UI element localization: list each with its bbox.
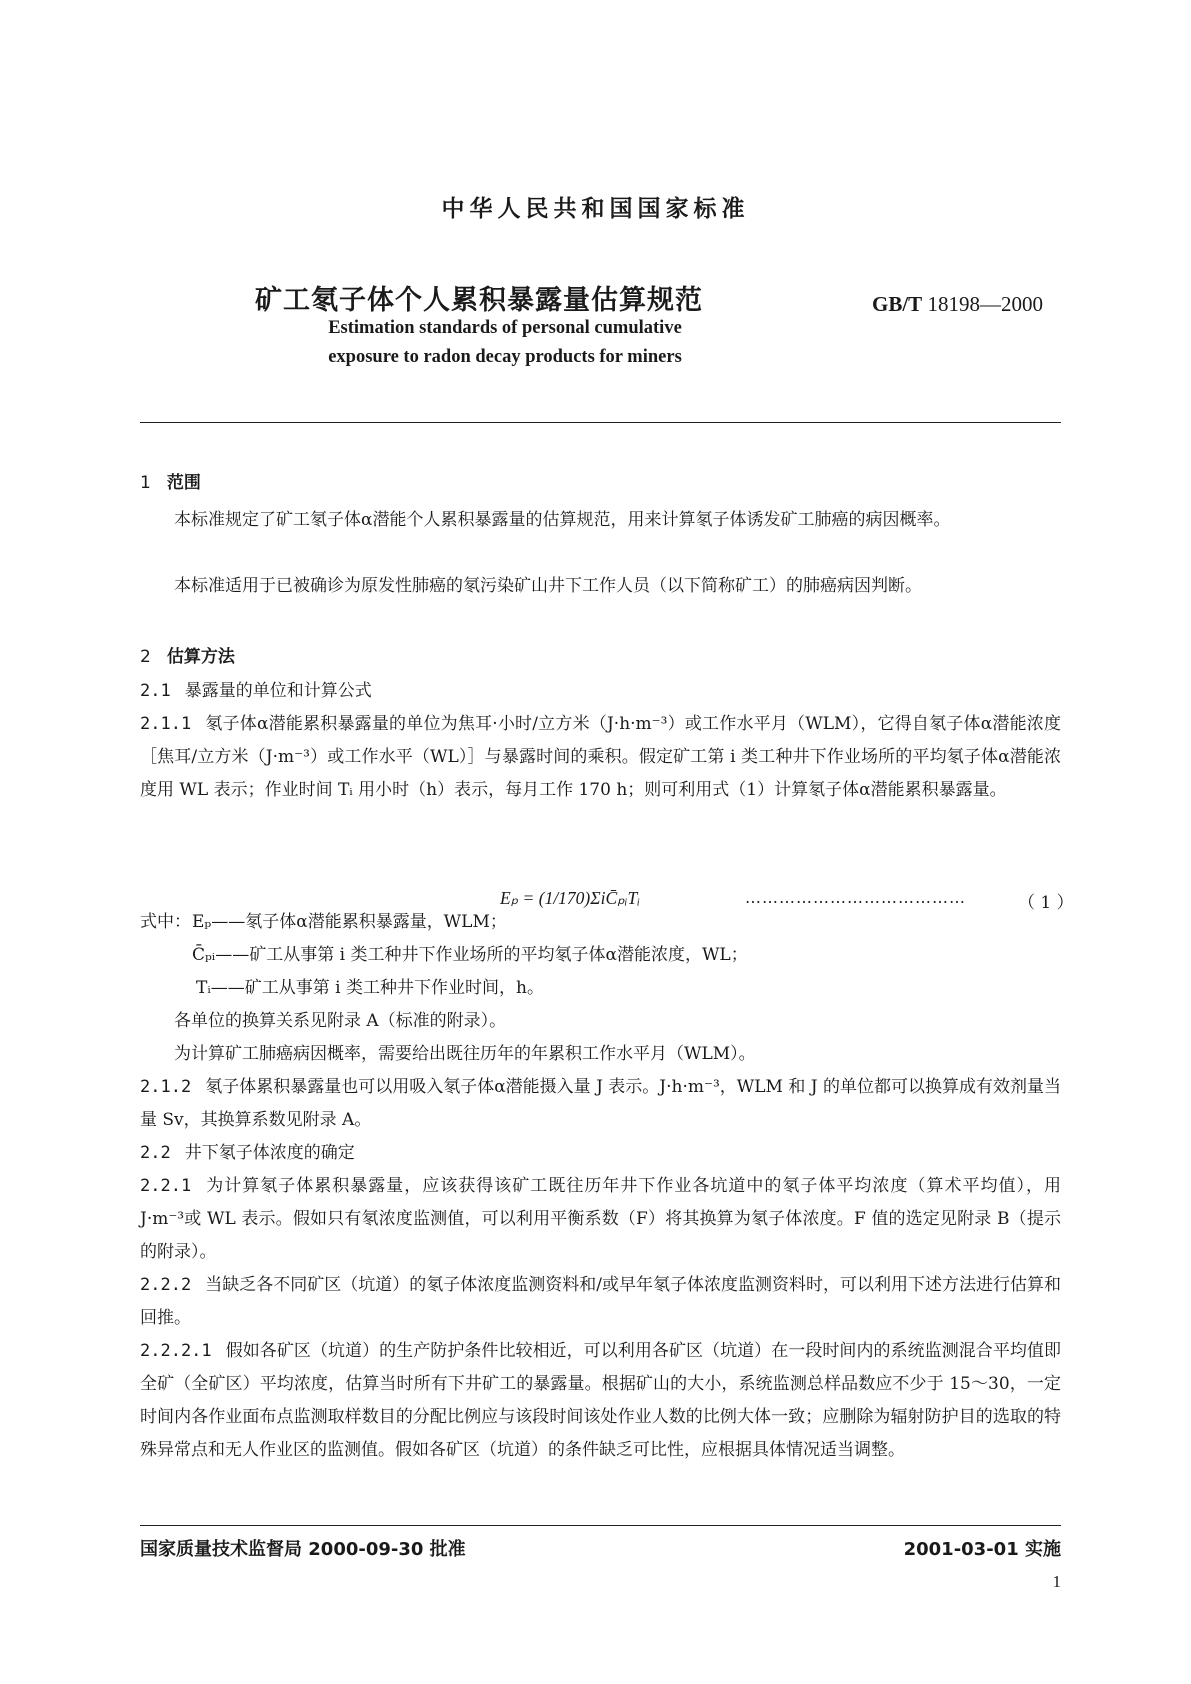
subsection-2-1-title: 暴露量的单位和计算公式 xyxy=(184,681,372,701)
section-1-paragraph-2: 本标准适用于已被确诊为原发性肺癌的氡污染矿山井下工作人员（以下简称矿工）的肺癌病因判断。 xyxy=(174,576,922,596)
where-label: 式中： xyxy=(140,912,191,932)
subsection-2-2-title: 井下氡子体浓度的确定 xyxy=(184,1143,355,1163)
document-title-en-line2: exposure to radon decay products for miners xyxy=(328,347,682,367)
clause-2-1-2-text: 氡子体累积暴露量也可以用吸入氡子体α潜能摄入量 J 表示。J·h·m⁻³，WLM 和 J 的单位都可以换算成有效剂量当量 Sv，其换算系数见附录 A。 xyxy=(140,1077,1061,1130)
formula-number: （ 1 ） xyxy=(1018,893,1074,913)
approval-date: 国家质量技术监督局 2000-09-30 批准 xyxy=(140,1539,466,1560)
where-item-ep: Eₚ——氡子体α潜能累积暴露量，WLM； xyxy=(192,912,507,932)
standard-code-prefix: GB/T xyxy=(872,292,923,316)
document-title-en-line1: Estimation standards of personal cumulative xyxy=(328,318,682,338)
section-1-paragraph-1: 本标准规定了矿工氡子体α潜能个人累积暴露量的估算规范，用来计算氡子体诱发矿工肺癌的病因概率。 xyxy=(174,510,951,530)
section-2-number: 2 xyxy=(140,647,151,667)
clause-2-1-1-text: 氡子体α潜能累积暴露量的单位为焦耳·小时/立方米（J·h·m⁻³）或工作水平月（WLM），它得自氡子体α潜能浓度［焦耳/立方米（J·m⁻³）或工作水平（WL）］与暴露时间的乘积。假定矿工第 i 类工种井下作业场所的平均氡子体α潜能浓度用 WL 表示；作业时间 Tᵢ 用小时（h）表示，每月工作 170 h；则可利用式（1）计算氡子体α潜能累积暴露量。 xyxy=(140,714,1061,800)
subsection-2-2-number: 2.2 xyxy=(140,1143,171,1163)
section-1-heading xyxy=(140,468,201,493)
clause-2-1-2 xyxy=(140,1071,1061,1137)
section-1-title: 范围 xyxy=(166,473,201,493)
clause-2-2-2-number: 2.2.2 xyxy=(140,1275,192,1295)
clause-2-1-1-number: 2.1.1 xyxy=(140,714,192,734)
clause-2-2-2-1 xyxy=(140,1335,1061,1467)
formula-1: Eₚ = (1/170)ΣiC̄ₚᵢTᵢ xyxy=(500,888,640,908)
clause-2-2-1-text: 为计算氡子体累积暴露量，应该获得该矿工既往历年井下作业各坑道中的氡子体平均浓度（算术平均值），用 J·m⁻³或 WL 表示。假如只有氡浓度监测值，可以利用平衡系数（F）将其换算为氡子体浓度。F 值的选定见附录 B（提示的附录）。 xyxy=(140,1176,1061,1262)
clause-2-2-1 xyxy=(140,1170,1061,1269)
clause-2-2-1-number: 2.2.1 xyxy=(140,1176,192,1196)
note-annex-a: 各单位的换算关系见附录 A（标准的附录）。 xyxy=(174,1011,507,1031)
where-item-cpi: C̄ₚᵢ——矿工从事第 i 类工种井下作业场所的平均氡子体α潜能浓度，WL； xyxy=(192,945,748,965)
national-standard-heading: 中华人民共和国国家标准 xyxy=(441,196,750,222)
clause-2-1-1 xyxy=(140,708,1061,807)
formula-leader-dots: ………………………………… xyxy=(745,888,966,907)
clause-2-1-2-number: 2.1.2 xyxy=(140,1077,192,1097)
document-title-cn: 矿工氡子体个人累积暴露量估算规范 xyxy=(255,285,703,316)
page-number: 1 xyxy=(1052,1572,1061,1591)
subsection-2-1 xyxy=(140,675,1061,708)
standard-code-number: 18198—2000 xyxy=(927,292,1043,316)
subsection-2-2 xyxy=(140,1137,1061,1170)
footer-divider xyxy=(140,1525,1061,1526)
section-1-number: 1 xyxy=(140,473,151,493)
effective-date: 2001-03-01 实施 xyxy=(903,1539,1061,1560)
clause-2-2-2-text: 当缺乏各不同矿区（坑道）的氡子体浓度监测资料和/或早年氡子体浓度监测资料时，可以利用下述方法进行估算和回推。 xyxy=(140,1275,1061,1328)
clause-2-2-2 xyxy=(140,1269,1061,1335)
clause-2-2-2-1-number: 2.2.2.1 xyxy=(140,1341,212,1361)
where-item-ti: Tᵢ——矿工从事第 i 类工种井下作业时间，h。 xyxy=(196,978,544,998)
clause-2-2-2-1-text: 假如各矿区（坑道）的生产防护条件比较相近，可以利用各矿区（坑道）在一段时间内的系统监测混合平均值即全矿（全矿区）平均浓度，估算当时所有下井矿工的暴露量。根据矿山的大小，系统监测总样品数应不少于 15～30，一定时间内各作业面布点监测取样数目的分配比例应与该段时间该处作业人数的比例大体一致；应删除为辐射防护目的选取的特殊异常点和无人作业区的监测值。假如各矿区（坑道）的条件缺乏可比性，应根据具体情况适当调整。 xyxy=(140,1341,1061,1460)
subsection-2-1-number: 2.1 xyxy=(140,681,171,701)
standard-code xyxy=(872,292,1043,317)
note-wlm: 为计算矿工肺癌病因概率，需要给出既往历年的年累积工作水平月（WLM）。 xyxy=(174,1044,756,1064)
header-divider xyxy=(140,422,1061,423)
section-2-title: 估算方法 xyxy=(166,647,235,667)
section-2-heading xyxy=(140,642,235,667)
